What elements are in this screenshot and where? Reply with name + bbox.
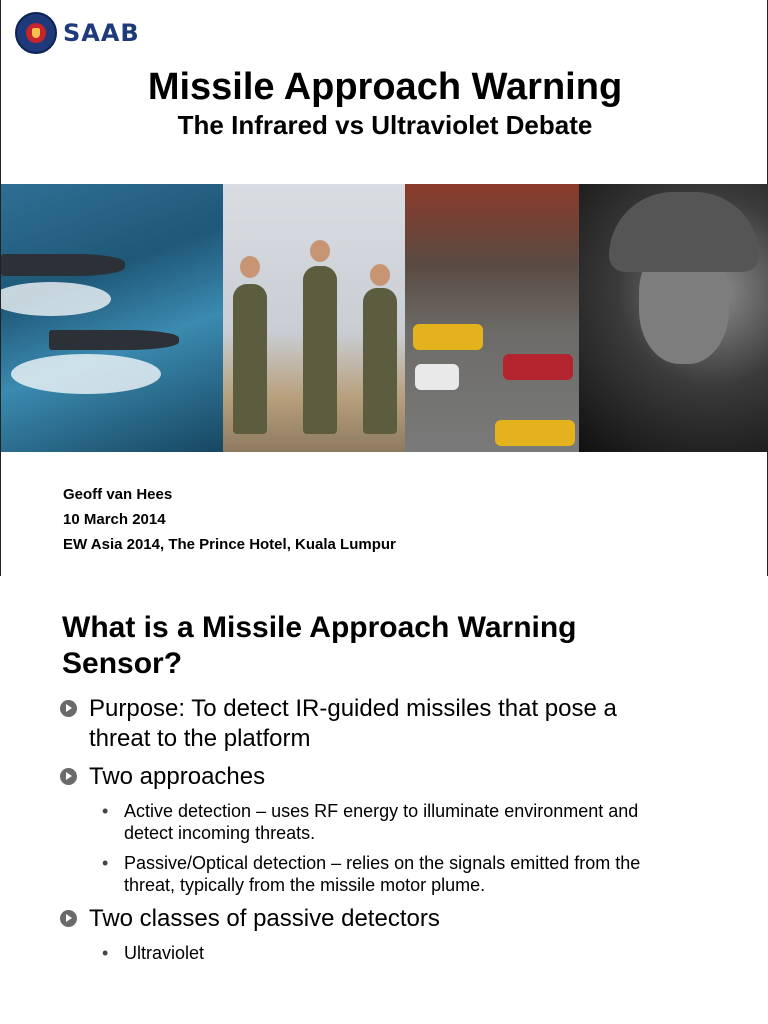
sub-bullet-item <box>102 942 660 964</box>
saab-logo <box>15 12 140 54</box>
city-traffic-photo <box>405 184 579 452</box>
slide-title: What is a Missile Approach Warning Sensor? <box>62 611 577 680</box>
bullet-text: Purpose: To detect IR-guided missiles that pose a threat to the platform <box>89 695 617 752</box>
circle-arrow-icon <box>60 768 77 785</box>
soldier-photo <box>579 184 768 452</box>
circle-arrow-icon <box>60 700 77 717</box>
sub-bullet-text: Active detection – uses RF energy to illuminate environment and detect incoming threats. <box>124 801 639 843</box>
author: Geoff van Hees <box>63 486 173 503</box>
date: 10 March 2014 <box>63 511 166 528</box>
bullet-item <box>60 904 660 934</box>
presentation-info <box>63 482 396 557</box>
sub-bullet-text: Ultraviolet <box>124 943 205 963</box>
bullet-text: Two classes of passive detectors <box>89 905 440 932</box>
slide-title: Missile Approach Warning <box>147 66 623 108</box>
bullet-item <box>60 762 660 792</box>
bullet-list <box>60 694 660 972</box>
photo-collage <box>1 184 768 452</box>
sub-bullet-dot: • <box>102 943 109 963</box>
bullet-text: Two approaches <box>89 763 266 790</box>
pilots-photo <box>223 184 405 452</box>
sub-bullet-text: Passive/Optical detection – relies on the signals emitted from the threat, typically from the missile motor plume. <box>124 853 641 895</box>
saab-logo-text: SAAB <box>63 19 140 47</box>
slide-subtitle: The Infrared vs Ultraviolet Debate <box>177 110 593 140</box>
sub-bullet-item <box>102 852 660 896</box>
content-slide <box>0 576 768 1024</box>
event: EW Asia 2014, The Prince Hotel, Kuala Lumpur <box>63 536 396 553</box>
sub-bullet-dot: • <box>102 801 109 821</box>
sub-bullet-item <box>102 800 660 844</box>
sub-bullet-dot: • <box>102 853 109 873</box>
boats-photo <box>1 184 223 452</box>
circle-arrow-icon <box>60 910 77 927</box>
saab-emblem-icon <box>15 12 57 54</box>
bullet-item <box>60 694 660 754</box>
